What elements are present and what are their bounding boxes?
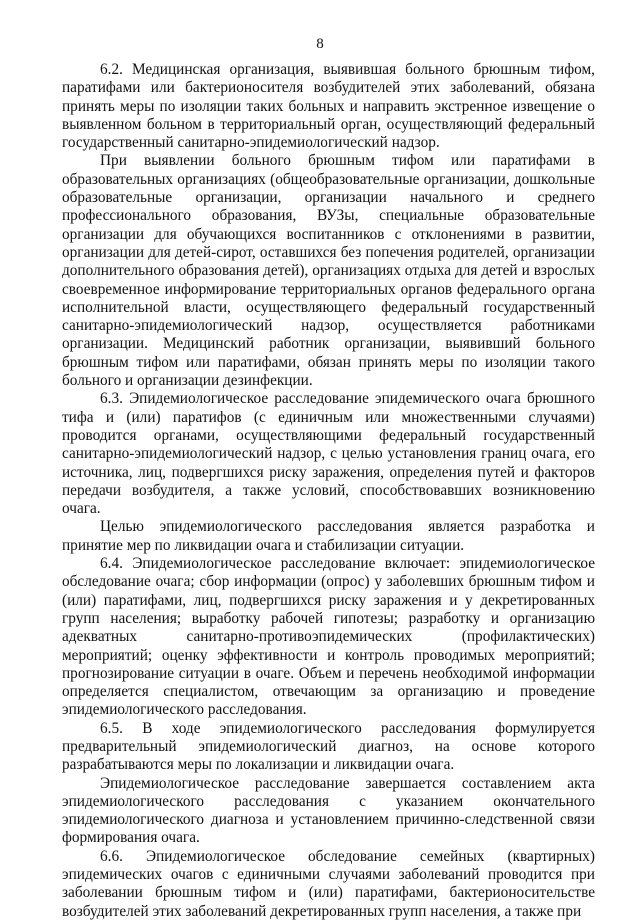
paragraph-investigation-completion: Эпидемиологическое расследование завершается составлением акта эпидемиологического расследования с указанием окончательного эпидемиологического диагноза и установлением причинно-следственной связи формирования очага. [62,774,595,847]
paragraph-investigation-goal: Целью эпидемиологического расследования является разработка и принятие мер по ликвидации очага и стабилизации ситуации. [62,518,595,554]
paragraph-6-4: 6.4. Эпидемиологическое расследование включает: эпидемиологическое обследование очага; сбор информации (опрос) у заболевших брюшным тифом и (или) паратифами, лиц, подвергшихся риску заражения и у декретированных групп населения; выработку рабочей гипотезы; разработку и организацию адекватных санитарно-противоэпидемических (профилактических) мероприятий; оценку эффективности и контроль проводимых мероприятий; прогнозирование ситуации в очаге. Объем и перечень необходимой информации определяется специалистом, отвечающим за организацию и проведение эпидемиологического расследования. [62,555,595,719]
page-number: 8 [316,36,324,52]
paragraph-6-6: 6.6. Эпидемиологическое обследование семейных (квартирных) эпидемических очагов с единичными случаями заболеваний проводится при заболевании брюшным тифом и (или) паратифами, бактерионосительстве возбудителей этих заболеваний декретированных групп населения, а также при [62,847,595,920]
paragraph-6-3: 6.3. Эпидемиологическое расследование эпидемического очага брюшного тифа и (или) паратифов (с единичным или множественными случаями) проводится органами, осуществляющими федеральный государственный санитарно-эпидемиологический надзор, с целью установления границ очага, его источника, лиц, подвергшихся риску заражения, определения путей и факторов передачи возбудителя, а также условий, способствовавших возникновению очага. [62,390,595,518]
paragraph-6-5: 6.5. В ходе эпидемиологического расследования формулируется предварительный эпидемиологический диагноз, на основе которого разрабатываются меры по локализации и ликвидации очага. [62,719,595,774]
paragraph-6-2: 6.2. Медицинская организация, выявившая больного брюшным тифом, паратифами или бактерионосителя возбудителей этих заболеваний, обязана принять меры по изоляции таких больных и направить экстренное извещение о выявленном больном в территориальный орган, осуществляющий федеральный государственный санитарно-эпидемиологический надзор. [62,61,595,152]
paragraph-notification: При выявлении больного брюшным тифом или паратифами в образовательных организациях (общеобразовательные организации, дошкольные образовательные организации, организации начального и среднего профессионального образования, ВУЗы, специальные образовательные организации для обучающихся воспитанников с отклонениями в развитии, организации для детей-сирот, оставшихся без попечения родителей, организации дополнительного образования детей), организациях отдыха для детей и взрослых своевременное информирование территориальных органов федерального органа исполнительной власти, осуществляющего федеральный государственный санитарно-эпидемиологический надзор, осуществляется работниками организации. Медицинский работник организации, выявивший больного брюшным тифом или паратифами, обязан принять меры по изоляции такого больного и организации дезинфекции. [62,152,595,390]
document-body [62,61,595,921]
